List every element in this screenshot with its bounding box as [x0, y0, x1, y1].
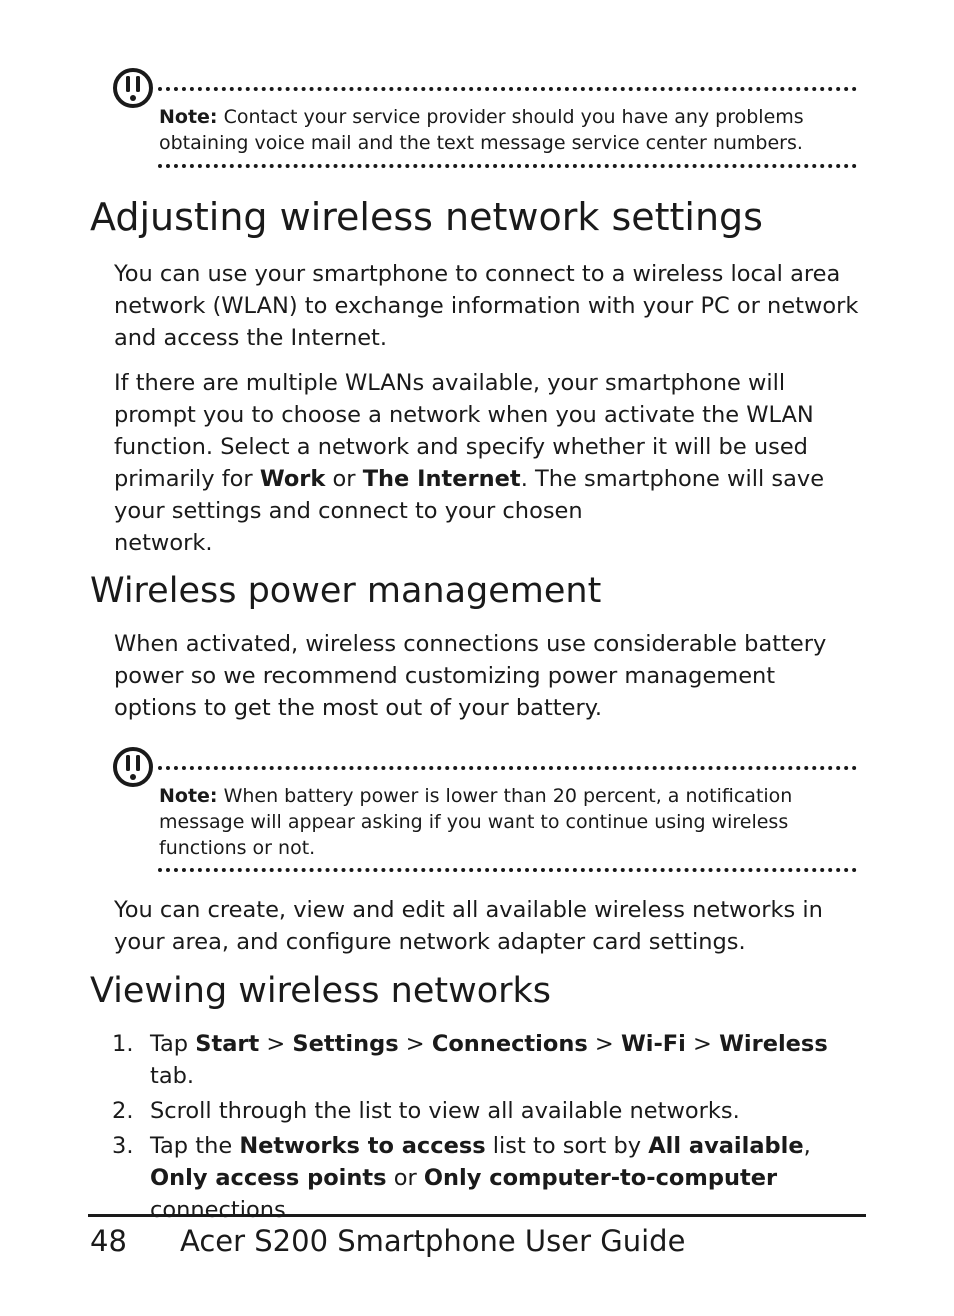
- text-run: or: [386, 1165, 424, 1191]
- text-run: list to sort by: [485, 1133, 649, 1159]
- body-paragraph: [114, 367, 862, 559]
- text-run: connections.: [150, 1197, 293, 1223]
- step-number: 2.: [112, 1098, 134, 1124]
- subsection-heading: Viewing wireless networks: [90, 971, 552, 1011]
- note-label: Note:: [159, 106, 218, 128]
- ui-term: Work: [259, 466, 326, 492]
- note-divider-top: [158, 87, 857, 91]
- footer-title: Acer S200 Smartphone User Guide: [180, 1224, 686, 1258]
- text-run: >: [587, 1031, 621, 1057]
- text-run: tab.: [150, 1063, 195, 1089]
- note-box: [112, 67, 857, 171]
- text-run: >: [259, 1031, 293, 1057]
- ui-term: Only access points: [150, 1165, 387, 1191]
- ui-term: Settings: [292, 1031, 399, 1057]
- list-item: [112, 1095, 862, 1127]
- text-run: >: [685, 1031, 720, 1057]
- footer-rule: [88, 1214, 866, 1217]
- exclamation-circle-icon: [112, 746, 156, 790]
- note-divider-bottom: [158, 164, 857, 168]
- text-run: network.: [114, 530, 213, 556]
- ui-term: Wireless: [719, 1031, 828, 1057]
- ui-term: Wi-Fi: [620, 1031, 686, 1057]
- body-paragraph: You can create, view and edit all available wireless networks in your area, and configure network adapter card settings.: [114, 897, 823, 955]
- text-run: or: [325, 466, 363, 492]
- ui-term: Networks to access: [239, 1133, 486, 1159]
- body-paragraph: You can use your smartphone to connect to a wireless local area network (WLAN) to exchange information with your PC or network and access the Internet.: [114, 261, 859, 351]
- step-number: 1.: [112, 1031, 134, 1057]
- ui-term: Connections: [431, 1031, 588, 1057]
- text-run: Tap the: [150, 1133, 240, 1159]
- subsection-heading: Wireless power management: [90, 571, 602, 611]
- note-divider-bottom: [158, 868, 857, 872]
- text-run: Tap: [150, 1031, 196, 1057]
- ui-term: Start: [195, 1031, 260, 1057]
- list-item: [112, 1028, 862, 1092]
- note-box: [112, 746, 857, 878]
- text-run: Scroll through the list to view all available networks.: [150, 1098, 740, 1124]
- note-body: When battery power is lower than 20 percent, a notification message will appear asking if you want to continue using wireless functions or not.: [159, 785, 793, 859]
- step-number: 3.: [112, 1133, 134, 1159]
- note-text: [159, 104, 857, 156]
- note-body: Contact your service provider should you have any problems obtaining voice mail and the text message service center numbers.: [159, 106, 804, 154]
- exclamation-circle-icon: [112, 67, 156, 111]
- page-number: 48: [90, 1224, 127, 1258]
- text-run: . The smartphone will save your settings and connect to your chosen: [114, 466, 825, 524]
- ui-term: All available: [648, 1133, 804, 1159]
- ui-term: The Internet: [362, 466, 521, 492]
- text-run: ,: [803, 1133, 811, 1159]
- body-paragraph: When activated, wireless connections use considerable battery power so we recommend customizing power management options to get the most out of your battery.: [114, 631, 827, 721]
- ui-term: Only computer-to-computer: [423, 1165, 778, 1191]
- list-item: [112, 1130, 862, 1226]
- steps-list: [112, 1028, 862, 1229]
- text-run: If there are multiple WLANs available, your smartphone will prompt you to choose a network when you activate the WLAN function. Select a network and specify whether it will be used primarily for: [114, 370, 814, 492]
- section-heading: Adjusting wireless network settings: [90, 195, 763, 239]
- note-label: Note:: [159, 785, 218, 807]
- text-run: >: [398, 1031, 432, 1057]
- page-footer: [90, 1222, 685, 1260]
- note-divider-top: [158, 766, 857, 770]
- note-text: [159, 783, 857, 861]
